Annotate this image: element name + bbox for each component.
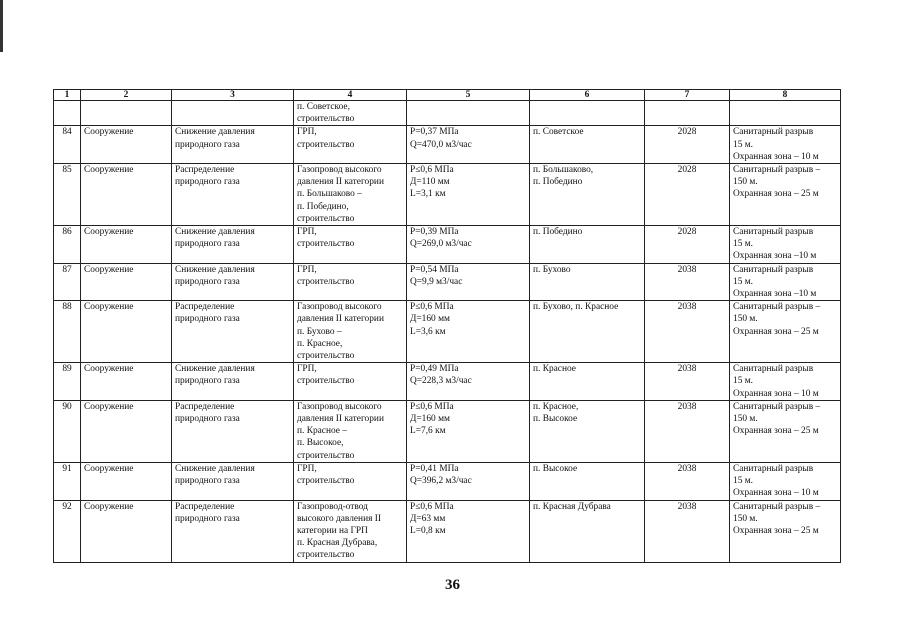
cell-line: Снижение давления xyxy=(175,463,255,474)
cell-line: Распределение xyxy=(175,302,235,313)
cell-line: п. Красная Дубрава, xyxy=(297,538,378,549)
cell-number xyxy=(54,101,81,126)
cell-line: Д=110 мм xyxy=(410,177,450,188)
header-cell: 2 xyxy=(81,90,172,101)
cell-line: строительство xyxy=(297,114,355,125)
cell-parameters xyxy=(407,363,530,401)
cell-line: строительство xyxy=(297,450,355,461)
cell-zone xyxy=(730,126,841,164)
table-row xyxy=(54,462,841,500)
table-row xyxy=(54,500,841,562)
cell-line: 150 м. xyxy=(733,414,758,425)
cell-line: Р≤0,6 МПа xyxy=(410,501,454,512)
cell-zone xyxy=(730,164,841,226)
cell-location xyxy=(530,462,645,500)
cell-line: Р≤0,6 МПа xyxy=(410,165,454,176)
cell-number: 84 xyxy=(54,126,81,164)
cell-line: Р=0,54 МПа xyxy=(410,264,459,275)
header-cell: 4 xyxy=(294,90,407,101)
cell-year xyxy=(645,101,730,126)
cell-type: Сооружение xyxy=(81,263,172,301)
cell-type: Сооружение xyxy=(81,126,172,164)
cell-number: 85 xyxy=(54,164,81,226)
cell-line: Д=63 мм xyxy=(410,513,446,524)
cell-line: п. Бухово, п. Красное xyxy=(533,302,619,313)
cell-year: 2038 xyxy=(645,301,730,363)
cell-line: ГРП, xyxy=(297,227,317,238)
cell-line: строительство xyxy=(297,276,355,287)
table-body xyxy=(54,101,841,563)
cell-line: категории на ГРП xyxy=(297,525,368,536)
cell-line: L=3,6 км xyxy=(410,326,446,337)
cell-object xyxy=(294,101,407,126)
cell-line: Снижение давления xyxy=(175,227,255,238)
cell-line: п. Красное xyxy=(533,364,576,375)
cell-line: Санитарный разрыв xyxy=(733,364,814,375)
cell-location xyxy=(530,101,645,126)
cell-year: 2038 xyxy=(645,363,730,401)
cell-line: Р=0,49 МПа xyxy=(410,364,459,375)
table-row xyxy=(54,164,841,226)
cell-line: 15 м. xyxy=(733,376,753,387)
cell-purpose xyxy=(172,363,294,401)
cell-line: строительство xyxy=(297,476,355,487)
cell-location xyxy=(530,126,645,164)
cell-line: п. Победино xyxy=(533,177,583,188)
cell-number: 86 xyxy=(54,226,81,264)
header-cell: 5 xyxy=(407,90,530,101)
cell-line: Р=0,39 МПа xyxy=(410,227,459,238)
cell-type: Сооружение xyxy=(81,500,172,562)
cell-line: 150 м. xyxy=(733,314,758,325)
cell-parameters xyxy=(407,263,530,301)
cell-object xyxy=(294,400,407,462)
cell-line: п. Красное, xyxy=(297,338,343,349)
cell-line: Газопровод-отвод xyxy=(297,501,368,512)
cell-purpose xyxy=(172,226,294,264)
cell-number: 91 xyxy=(54,462,81,500)
objects-table xyxy=(53,89,841,563)
cell-object xyxy=(294,500,407,562)
cell-line: п. Высокое, xyxy=(297,438,344,449)
cell-location xyxy=(530,500,645,562)
cell-line: п. Красная Дубрава xyxy=(533,501,611,512)
cell-line: п. Бухово – xyxy=(297,326,342,337)
cell-line: Д=160 мм xyxy=(410,414,450,425)
cell-location xyxy=(530,400,645,462)
header-cell: 7 xyxy=(645,90,730,101)
cell-year: 2038 xyxy=(645,263,730,301)
cell-line: 150 м. xyxy=(733,513,758,524)
cell-line: п. Победино xyxy=(533,227,583,238)
cell-line: природного газа xyxy=(175,276,240,287)
cell-parameters xyxy=(407,226,530,264)
header-cell: 1 xyxy=(54,90,81,101)
cell-purpose xyxy=(172,101,294,126)
cell-line: п. Красное, xyxy=(533,401,579,412)
cell-year: 2028 xyxy=(645,126,730,164)
cell-line: Газопровод высокого xyxy=(297,165,382,176)
cell-line: Санитарный разрыв xyxy=(733,463,814,474)
cell-year: 2038 xyxy=(645,400,730,462)
cell-zone xyxy=(730,363,841,401)
cell-line: ГРП, xyxy=(297,364,317,375)
cell-line: 15 м. xyxy=(733,476,753,487)
cell-line: давления II категории xyxy=(297,177,384,188)
cell-number: 87 xyxy=(54,263,81,301)
cell-number: 90 xyxy=(54,400,81,462)
cell-purpose xyxy=(172,164,294,226)
cell-zone xyxy=(730,462,841,500)
cell-line: Q=269,0 м3/час xyxy=(410,239,472,250)
table-row xyxy=(54,363,841,401)
cell-object xyxy=(294,164,407,226)
cell-line: строительство xyxy=(297,550,355,561)
cell-zone xyxy=(730,500,841,562)
cell-line: п. Высокое xyxy=(533,463,578,474)
cell-line: строительство xyxy=(297,351,355,362)
cell-type: Сооружение xyxy=(81,462,172,500)
cell-line: Q=470,0 м3/час xyxy=(410,139,472,150)
cell-line: 15 м. xyxy=(733,239,753,250)
cell-line: ГРП, xyxy=(297,463,317,474)
cell-line: п. Победино, xyxy=(297,201,349,212)
cell-line: строительство xyxy=(297,213,355,224)
cell-line: Охранная зона – 25 м xyxy=(733,189,819,200)
cell-line: Q=228,3 м3/час xyxy=(410,376,472,387)
cell-type xyxy=(81,101,172,126)
cell-line: п. Большаково – xyxy=(297,189,362,200)
cell-line: L=3,1 км xyxy=(410,189,446,200)
cell-object xyxy=(294,462,407,500)
cell-line: давления II категории xyxy=(297,414,384,425)
page-edge-mark xyxy=(0,0,3,52)
table-row xyxy=(54,400,841,462)
cell-parameters xyxy=(407,500,530,562)
cell-line: Газопровод высокого xyxy=(297,302,382,313)
cell-line: Охранная зона – 10 м xyxy=(733,488,819,499)
cell-line: природного газа xyxy=(175,239,240,250)
cell-object xyxy=(294,301,407,363)
cell-line: высокого давления II xyxy=(297,513,381,524)
table-row xyxy=(54,101,841,126)
cell-year: 2028 xyxy=(645,226,730,264)
cell-line: Снижение давления xyxy=(175,127,255,138)
header-cell: 3 xyxy=(172,90,294,101)
table-row xyxy=(54,263,841,301)
cell-line: Р=0,37 МПа xyxy=(410,127,459,138)
cell-purpose xyxy=(172,400,294,462)
cell-purpose xyxy=(172,126,294,164)
cell-object xyxy=(294,226,407,264)
cell-line: природного газа xyxy=(175,177,240,188)
cell-line: 150 м. xyxy=(733,177,758,188)
cell-line: Санитарный разрыв xyxy=(733,264,814,275)
cell-line: Охранная зона –10 м xyxy=(733,289,817,300)
cell-line: Распределение xyxy=(175,401,235,412)
cell-line: Охранная зона – 10 м xyxy=(733,388,819,399)
cell-type: Сооружение xyxy=(81,164,172,226)
cell-zone xyxy=(730,226,841,264)
cell-line: природного газа xyxy=(175,314,240,325)
cell-line: Санитарный разрыв xyxy=(733,127,814,138)
cell-line: п. Советское, xyxy=(297,102,350,112)
cell-location xyxy=(530,164,645,226)
cell-zone xyxy=(730,301,841,363)
cell-parameters xyxy=(407,462,530,500)
cell-line: Санитарный разрыв xyxy=(733,227,814,238)
cell-line: Распределение xyxy=(175,165,235,176)
cell-type: Сооружение xyxy=(81,363,172,401)
table-row xyxy=(54,301,841,363)
cell-line: L=7,6 км xyxy=(410,426,446,437)
cell-purpose xyxy=(172,301,294,363)
cell-type: Сооружение xyxy=(81,301,172,363)
cell-object xyxy=(294,126,407,164)
cell-number: 89 xyxy=(54,363,81,401)
cell-line: давления II категории xyxy=(297,314,384,325)
cell-line: Р≤0,6 МПа xyxy=(410,401,454,412)
cell-line: строительство xyxy=(297,139,355,150)
cell-line: 15 м. xyxy=(733,139,753,150)
cell-line: Р=0,41 МПа xyxy=(410,463,459,474)
cell-line: п. Красное – xyxy=(297,426,347,437)
cell-year: 2038 xyxy=(645,462,730,500)
table-row xyxy=(54,126,841,164)
cell-location xyxy=(530,363,645,401)
cell-line: Снижение давления xyxy=(175,264,255,275)
cell-zone xyxy=(730,400,841,462)
cell-line: Охранная зона – 25 м xyxy=(733,326,819,337)
cell-line: Санитарный разрыв – xyxy=(733,165,821,176)
cell-line: Р≤0,6 МПа xyxy=(410,302,454,313)
cell-year: 2028 xyxy=(645,164,730,226)
cell-parameters xyxy=(407,164,530,226)
cell-location xyxy=(530,301,645,363)
cell-zone xyxy=(730,263,841,301)
cell-line: Д=160 мм xyxy=(410,314,450,325)
cell-location xyxy=(530,263,645,301)
cell-line: Распределение xyxy=(175,501,235,512)
cell-line: природного газа xyxy=(175,414,240,425)
cell-year: 2038 xyxy=(645,500,730,562)
cell-line: ГРП, xyxy=(297,127,317,138)
page-number: 36 xyxy=(445,577,460,593)
cell-line: строительство xyxy=(297,239,355,250)
cell-line: п. Высокое xyxy=(533,414,578,425)
cell-parameters xyxy=(407,101,530,126)
cell-number: 92 xyxy=(54,500,81,562)
cell-object xyxy=(294,363,407,401)
cell-line: п. Большаково, xyxy=(533,165,594,176)
cell-line: Санитарный разрыв – xyxy=(733,401,821,412)
cell-purpose xyxy=(172,462,294,500)
cell-line: ГРП, xyxy=(297,264,317,275)
cell-parameters xyxy=(407,400,530,462)
cell-object xyxy=(294,263,407,301)
cell-number: 88 xyxy=(54,301,81,363)
cell-line: п. Советское xyxy=(533,127,584,138)
cell-line: 15 м. xyxy=(733,276,753,287)
cell-line: Санитарный разрыв – xyxy=(733,302,821,313)
header-cell: 6 xyxy=(530,90,645,101)
cell-type: Сооружение xyxy=(81,400,172,462)
cell-type: Сооружение xyxy=(81,226,172,264)
cell-line: Охранная зона – 10 м xyxy=(733,151,819,162)
cell-line: Охранная зона – 25 м xyxy=(733,525,819,536)
cell-purpose xyxy=(172,500,294,562)
cell-line: строительство xyxy=(297,376,355,387)
cell-line: L=0,8 км xyxy=(410,525,446,536)
cell-line: природного газа xyxy=(175,476,240,487)
cell-line: Q=9,9 м3/час xyxy=(410,276,463,287)
cell-line: п. Бухово xyxy=(533,264,571,275)
cell-line: Q=396,2 м3/час xyxy=(410,476,472,487)
cell-line: Охранная зона – 25 м xyxy=(733,426,819,437)
cell-purpose xyxy=(172,263,294,301)
cell-parameters xyxy=(407,301,530,363)
cell-line: Охранная зона –10 м xyxy=(733,251,817,262)
table-row xyxy=(54,226,841,264)
cell-line: природного газа xyxy=(175,513,240,524)
cell-line: природного газа xyxy=(175,139,240,150)
cell-line: Снижение давления xyxy=(175,364,255,375)
cell-line: Газопровод высокого xyxy=(297,401,382,412)
cell-line: природного газа xyxy=(175,376,240,387)
cell-zone xyxy=(730,101,841,126)
cell-line: Санитарный разрыв – xyxy=(733,501,821,512)
header-row xyxy=(54,90,841,101)
cell-location xyxy=(530,226,645,264)
header-cell: 8 xyxy=(730,90,841,101)
cell-parameters xyxy=(407,126,530,164)
